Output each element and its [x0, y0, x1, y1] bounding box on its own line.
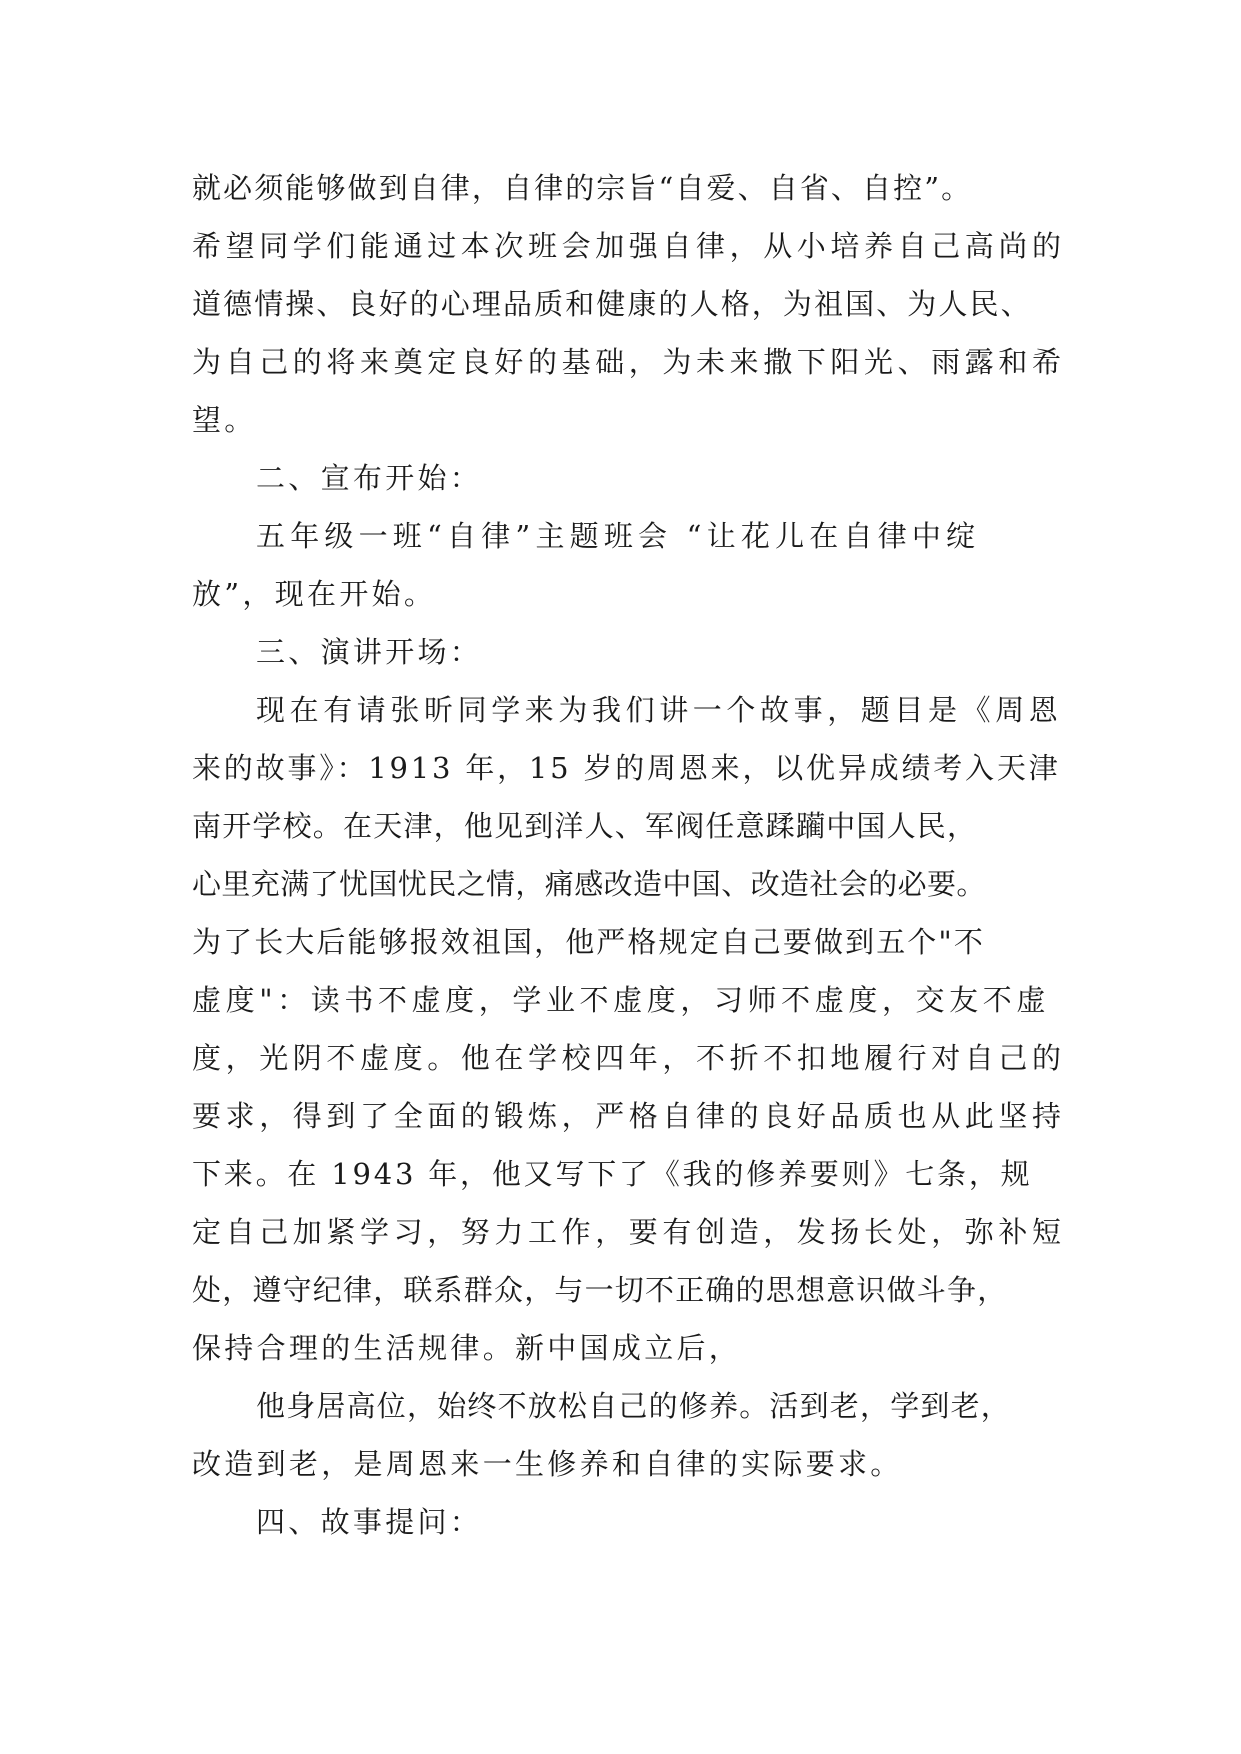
- text-line: 放”，现在开始。: [192, 577, 437, 611]
- text-line: 改造到老，是周恩来一生修养和自律的实际要求。: [192, 1447, 903, 1481]
- text-line: 望。: [192, 403, 257, 437]
- section-heading-speech: 三、演讲开场：: [256, 635, 483, 669]
- text-line: 现在有请张昕同学来为我们讲一个故事，题目是《周恩: [256, 693, 1063, 727]
- text-line: 处，遵守纪律，联系群众，与一切不正确的思想意识做斗争，: [192, 1273, 1008, 1307]
- text-line: 来的故事》：1913 年，15 岁的周恩来，以优异成绩考入天津: [192, 751, 1061, 785]
- section-heading-announce: 二、宣布开始：: [256, 461, 483, 495]
- text-line: 虚度"：读书不虚度，学业不虚度，习师不虚度，交友不虚: [192, 983, 1050, 1017]
- text-line: 道德情操、良好的心理品质和健康的人格，为祖国、为人民、: [192, 287, 1032, 321]
- text-line: 南开学校。在天津，他见到洋人、军阀任意蹂躏中国人民，: [192, 809, 978, 843]
- text-line: 五年级一班“自律”主题班会 “让花儿在自律中绽: [256, 519, 981, 553]
- document-body: [192, 159, 1066, 1551]
- text-line: 度，光阴不虚度。他在学校四年，不折不扣地履行对自己的: [192, 1041, 1066, 1075]
- text-line: 心里充满了忧国忧民之情，痛感改造中国、改造社会的必要。: [192, 867, 986, 901]
- text-line: 为自己的将来奠定良好的基础，为未来撒下阳光、雨露和希: [192, 345, 1066, 379]
- text-line: 希望同学们能通过本次班会加强自律，从小培养自己高尚的: [192, 229, 1066, 263]
- text-line: 定自己加紧学习，努力工作，要有创造，发扬长处，弥补短: [192, 1215, 1066, 1249]
- text-line: 下来。在 1943 年，他又写下了《我的修养要则》七条，规: [192, 1157, 1033, 1191]
- text-line: 保持合理的生活规律。新中国成立后，: [192, 1331, 742, 1365]
- text-line: 为了长大后能够报效祖国，他严格规定自己要做到五个"不: [192, 925, 985, 959]
- text-line: 就必须能够做到自律，自律的宗旨“自爱、自省、自控”。: [192, 171, 973, 205]
- section-heading-questions: 四、故事提问：: [256, 1505, 483, 1539]
- text-line: 要求，得到了全面的锻炼，严格自律的良好品质也从此坚持: [192, 1099, 1066, 1133]
- text-line: 他身居高位，始终不放松自己的修养。活到老，学到老，: [256, 1389, 1012, 1423]
